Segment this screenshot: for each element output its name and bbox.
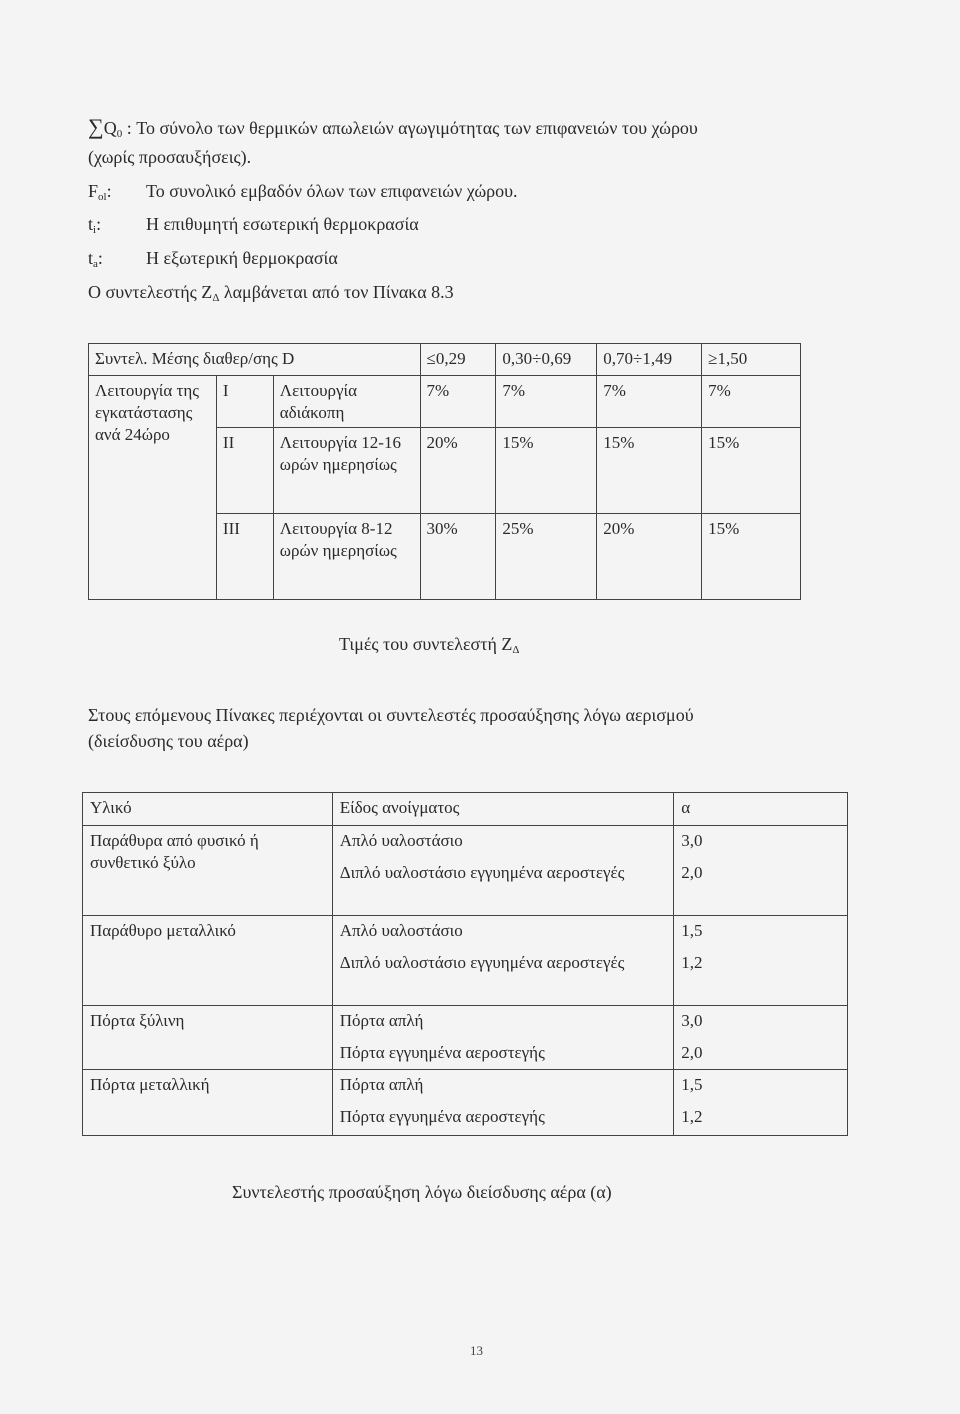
intro-line-5: $t_a$: Η εξωτερική θερμοκρασία: [88, 248, 338, 270]
value-cell: 7%: [597, 376, 702, 428]
value-cell: 20%: [420, 428, 496, 514]
row-description: Λειτουργία 8-12 ωρών ημερησίως: [273, 514, 420, 600]
table-row: [83, 1006, 848, 1038]
header-opening: Είδος ανοίγματος: [332, 793, 674, 826]
table-row: [89, 376, 801, 428]
table2-caption: Συντελεστής προσαύξηση λόγω διείσδυσης αέρα (α): [232, 1182, 612, 1202]
table-header-row: [83, 793, 848, 826]
value-cell: 7%: [496, 376, 597, 428]
alpha-cell: 1,2: [674, 948, 848, 1006]
material-cell: Πόρτα ξύλινη: [83, 1006, 333, 1070]
opening-cell: Απλό υαλοστάσιο: [332, 826, 674, 858]
paragraph-line-2: (διείσδυσης του αέρα): [88, 731, 249, 751]
air-infiltration-table: [82, 792, 848, 1136]
header-cell: 0,30÷0,69: [496, 344, 597, 376]
table-row: [83, 1070, 848, 1102]
alpha-cell: 1,2: [674, 1102, 848, 1136]
zd-coefficient-table: [88, 343, 801, 600]
opening-cell: Διπλό υαλοστάσιο εγγυημένα αεροστεγές: [332, 948, 674, 1006]
opening-cell: Πόρτα εγγυημένα αεροστεγής: [332, 1038, 674, 1070]
material-cell: Παράθυρο μεταλλικό: [83, 916, 333, 1006]
header-cell: 0,70÷1,49: [597, 344, 702, 376]
value-cell: 15%: [597, 428, 702, 514]
intro-line-3: $F_{ol}$: Το συνολικό εμβαδόν όλων των επιφανειών χώρου.: [88, 181, 518, 203]
header-material: Υλικό: [83, 793, 333, 826]
alpha-cell: 1,5: [674, 1070, 848, 1102]
row-number: I: [216, 376, 273, 428]
alpha-cell: 2,0: [674, 1038, 848, 1070]
table-row: [83, 916, 848, 948]
opening-cell: Πόρτα απλή: [332, 1070, 674, 1102]
header-cell: ≤0,29: [420, 344, 496, 376]
value-cell: 20%: [597, 514, 702, 600]
table-header-row: [89, 344, 801, 376]
alpha-cell: 3,0: [674, 1006, 848, 1038]
intro-line-2: (χωρίς προσαυξήσεις).: [88, 147, 252, 167]
header-cell: ≥1,50: [702, 344, 801, 376]
diathermancy-label: Συντελ. Μέσης διαθερ/σης D: [89, 344, 421, 376]
sum-symbol: ∑: [88, 114, 104, 139]
value-cell: 30%: [420, 514, 496, 600]
operation-group-label: Λειτουργία της εγκατάστασης ανά 24ώρο: [89, 376, 217, 600]
value-cell: 7%: [702, 376, 801, 428]
intro-line-4: $t_i$: Η επιθυμητή εσωτερική θερμοκρασία: [88, 214, 419, 236]
opening-cell: Πόρτα απλή: [332, 1006, 674, 1038]
intro-line-1: $\sum Q_0$ : Το σύνολο των θερμικών απωλειών αγωγιμότητας των επιφανειών του χώρου: [88, 114, 698, 140]
value-cell: 15%: [702, 514, 801, 600]
opening-cell: Πόρτα εγγυημένα αεροστεγής: [332, 1102, 674, 1136]
material-cell: Πόρτα μεταλλική: [83, 1070, 333, 1136]
row-description: Λειτουργία αδιάκοπη: [273, 376, 420, 428]
intro-line-6: Ο συντελεστής $Z_\Delta$ λαμβάνεται από τον Πίνακα 8.3: [88, 282, 454, 304]
row-number: II: [216, 428, 273, 514]
paragraph-line-1: Στους επόμενους Πίνακες περιέχονται οι συντελεστές προσαύξησης λόγω αερισμού: [88, 705, 694, 725]
row-description: Λειτουργία 12-16 ωρών ημερησίως: [273, 428, 420, 514]
header-alpha: α: [674, 793, 848, 826]
row-number: III: [216, 514, 273, 600]
table1-caption: Τιμές του συντελεστή $Z_\Delta$: [339, 634, 520, 656]
opening-cell: Διπλό υαλοστάσιο εγγυημένα αεροστεγές: [332, 858, 674, 916]
opening-cell: Απλό υαλοστάσιο: [332, 916, 674, 948]
table-row: [83, 826, 848, 858]
value-cell: 15%: [702, 428, 801, 514]
alpha-cell: 3,0: [674, 826, 848, 858]
alpha-cell: 1,5: [674, 916, 848, 948]
value-cell: 25%: [496, 514, 597, 600]
value-cell: 7%: [420, 376, 496, 428]
page-number: 13: [470, 1343, 483, 1358]
material-cell: Παράθυρα από φυσικό ή συνθετικό ξύλο: [83, 826, 333, 916]
alpha-cell: 2,0: [674, 858, 848, 916]
value-cell: 15%: [496, 428, 597, 514]
